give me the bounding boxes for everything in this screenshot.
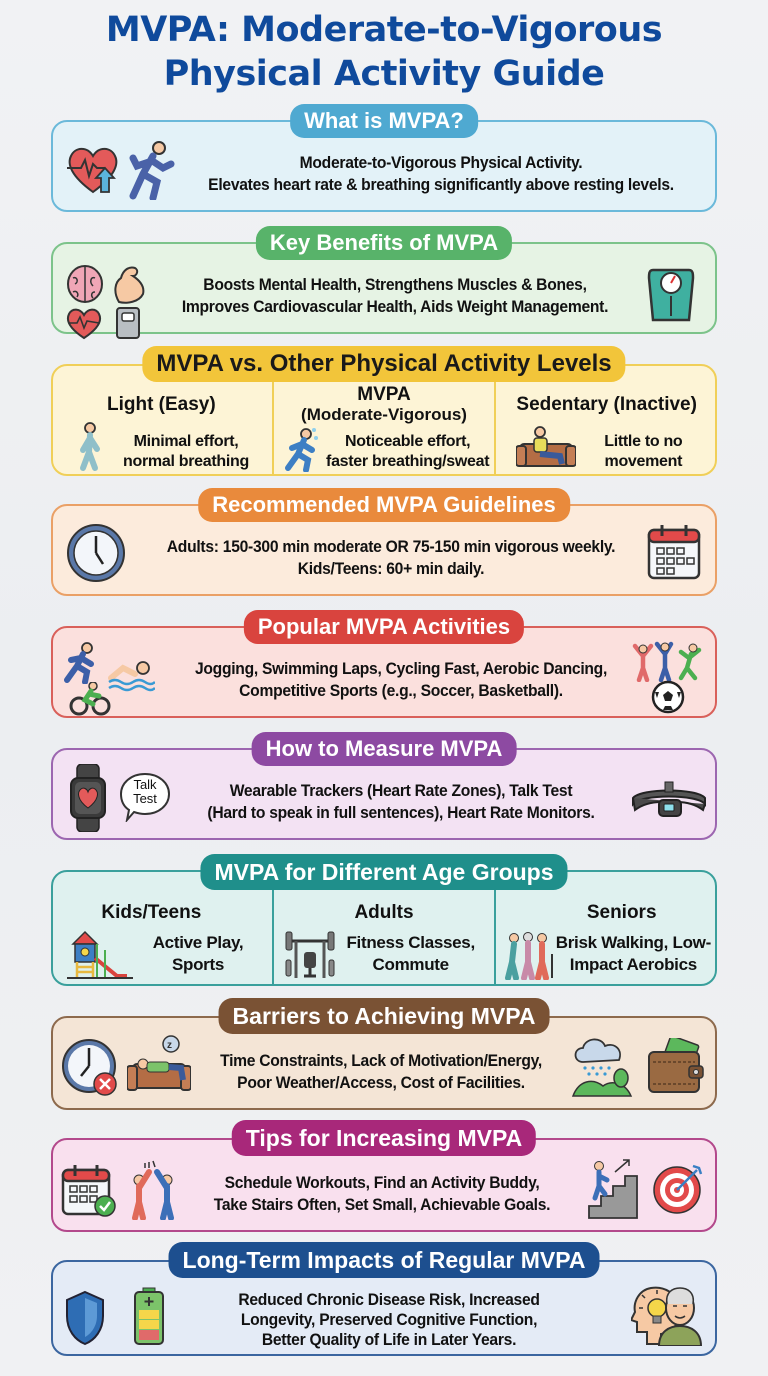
impacts-text: Reduced Chronic Disease Risk, Increased Longevity, Preserved Cognitive Function, Better Quality of Life in Later Years. [238,1290,540,1349]
level-title: Light (Easy) [106,394,216,415]
clock-icon [65,522,127,584]
level-mvpa [272,382,495,474]
section-tips [51,1120,717,1232]
section-heading: Key Benefits of MVPA [256,226,512,260]
section-heading: What is MVPA? [290,104,478,138]
brain-icon [65,264,105,304]
section-barriers [51,998,717,1110]
gym-equipment-icon [284,928,336,980]
seniors-walking-icon [502,932,556,980]
sleeping-on-couch-icon [127,1034,191,1096]
title-line-2: Physical Activity Guide [163,54,605,94]
runner-icon [61,642,99,684]
calendar-icon [647,524,701,580]
stairs-climber-icon [587,1158,641,1220]
age-adults [272,888,495,984]
section-key-benefits [51,226,717,334]
activities-text: Jogging, Swimming Laps, Cycling Fast, Aerobic Dancing, Competitive Sports (e.g., Soccer, Basketball). [194,659,608,700]
section-activity-levels [51,346,717,476]
runner-icon [123,140,175,200]
section-what-is-mvpa [51,104,717,212]
page-title [0,8,768,96]
playground-icon [67,930,137,980]
chest-strap-monitor-icon [631,780,707,820]
section-popular-activities [51,610,717,718]
target-icon [651,1162,705,1216]
level-text: Noticeable effort, faster breathing/sweat [326,433,490,470]
section-how-to-measure [51,732,717,840]
elderly-man-icon [655,1284,705,1346]
dancers-icon [629,640,709,682]
age-text: Brisk Walking, Low- Impact Aerobics [555,933,711,974]
measure-text: Wearable Trackers (Heart Rate Zones), Talk Test (Hard to speak in full sentences), Heart Rate Monitors. [207,781,595,822]
walking-person-icon [75,422,105,472]
svg-text:z: z [167,1040,172,1051]
barriers-text: Time Constraints, Lack of Motivation/Energy, Poor Weather/Access, Cost of Facilities. [220,1051,542,1092]
section-heading: Tips for Increasing MVPA [232,1120,536,1156]
age-seniors [494,888,717,984]
age-text: Fitness Classes, Commute [346,933,475,974]
level-title: MVPA [357,384,411,405]
section-age-groups [51,854,717,986]
age-title: Adults [354,902,414,923]
battery-icon [133,1286,165,1346]
section-heading: Popular MVPA Activities [244,610,524,644]
section-heading: MVPA for Different Age Groups [200,854,567,890]
level-title: Sedentary (Inactive) [516,394,697,415]
age-title: Seniors [586,902,657,923]
section-heading: Long-Term Impacts of Regular MVPA [169,1242,600,1278]
section-heading: MVPA vs. Other Physical Activity Levels [142,346,625,382]
section-heading: How to Measure MVPA [252,732,517,766]
scale-icon [115,306,141,340]
benefits-text: Boosts Mental Health, Strengthens Muscles & Bones, Improves Cardiovascular Health, Aids Weight Management. [181,275,609,316]
shield-icon [65,1290,105,1346]
soccer-ball-icon [651,680,685,714]
level-light [51,382,272,474]
weight-scale-icon [647,266,695,324]
cyclist-icon [69,682,111,716]
person-on-couch-icon [516,426,576,472]
heart-icon [65,306,103,340]
smartwatch-icon [69,764,109,832]
clock-x-icon [61,1038,121,1098]
levels-columns [51,382,717,474]
level-text: Minimal effort, normal breathing [123,433,249,470]
age-title: Kids/Teens [101,902,202,923]
talk-test-label: Talk Test [133,777,157,806]
rain-cloud-icon [571,1034,635,1098]
high-five-icon [127,1160,179,1220]
wallet-icon [647,1038,705,1094]
level-sedentary [494,382,717,474]
age-columns [51,888,717,984]
muscle-icon [109,262,149,304]
age-text: Active Play, Sports [152,933,244,974]
guidelines-text: Adults: 150-300 min moderate OR 75-150 min vigorous weekly. Kids/Teens: 60+ min daily. [166,537,616,578]
what-text: Moderate-to-Vigorous Physical Activity. Elevates heart rate & breathing significantly above resting levels. [208,153,674,194]
age-kids [51,888,272,984]
section-heading: Barriers to Achieving MVPA [219,998,550,1034]
heart-rate-up-icon [65,142,121,196]
section-long-term-impacts [51,1242,717,1356]
sweating-runner-icon [280,426,320,472]
calendar-check-icon [61,1164,117,1218]
level-text: Little to no movement [604,433,683,470]
section-heading: Recommended MVPA Guidelines [198,488,570,522]
level-subtitle: (Moderate-Vigorous) [301,405,467,424]
title-line-1: MVPA: Moderate-to-Vigorous [105,10,663,50]
section-guidelines [51,488,717,596]
swimmer-icon [107,660,155,692]
tips-text: Schedule Workouts, Find an Activity Buddy, Take Stairs Often, Set Small, Achievable Goals. [213,1173,551,1214]
speech-bubble-icon [119,772,171,822]
